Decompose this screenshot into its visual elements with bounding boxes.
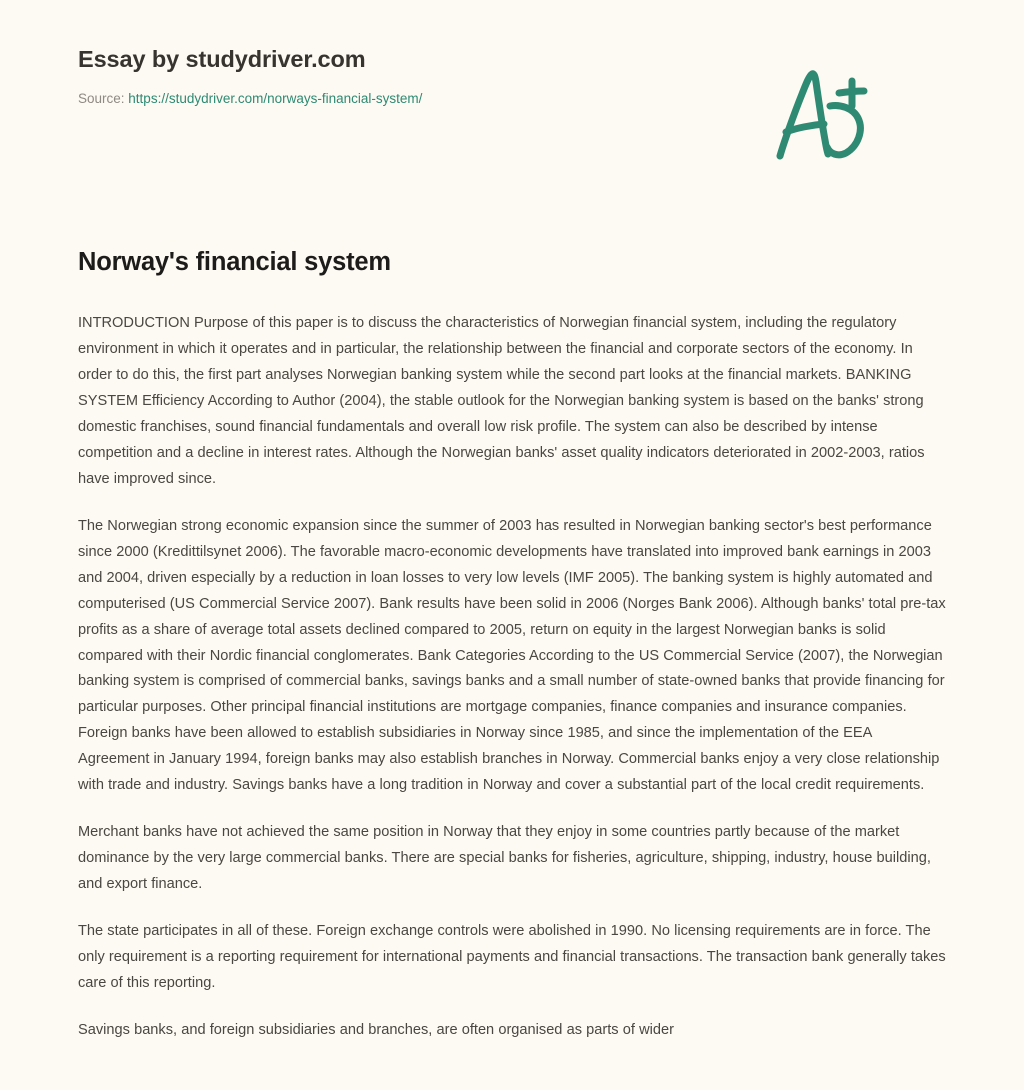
paragraph: The state participates in all of these. Foreign exchange controls were abolished in 1990. No licensing requirements are in force. The only requirement is a reporting requirement for international payments and financial transactions. The transaction bank generally takes care of this reporting. (78, 923, 946, 992)
paragraph: Merchant banks have not achieved the same position in Norway that they enjoy in some countries partly because of the market dominance by the very large commercial banks. There are special banks for fisheries, agriculture, shipping, industry, house building, and export finance. (78, 824, 931, 893)
paragraph: The Norwegian strong economic expansion since the summer of 2003 has resulted in Norwegian banking sector's best performance since 2000 (Kredittilsynet 2006). The favorable macro-economic developments have translated into improved bank earnings in 2003 and 2004, driven especially by a reduction in loan losses to very low levels (IMF 2005). The banking system is highly automated and computerised (US Commercial Service 2007). Bank results have been solid in 2006 (Norges Bank 2006). Although banks' total pre-tax profits as a share of average total assets declined compared to 2005, return on equity in the largest Norwegian banks is solid compared with their Nordic financial conglomerates. Bank Categories According to the US Commercial Service (2007), the Norwegian banking system is comprised of commercial banks, savings banks and a small number of state-owned banks that provide financing for particular purposes. Other principal financial institutions are mortgage companies, finance companies and insurance companies. Foreign banks have been allowed to establish subsidiaries in Norway since 1985, and since the implementation of the EEA Agreement in January 1994, foreign banks may also establish branches in Norway. Commercial banks enjoy a very close relationship with trade and industry. Savings banks have a long tradition in Norway and cover a substantial part of the local credit requirements. (78, 517, 946, 794)
article-body (78, 311, 946, 1044)
page-title: Norway's financial system (78, 248, 391, 276)
page-header (78, 0, 946, 185)
source-label: Source: (78, 91, 125, 107)
paragraph: INTRODUCTION Purpose of this paper is to discuss the characteristics of Norwegian financial system, including the regulatory environment in which it operates and in particular, the relationship between the financial and corporate sectors of the economy. In order to do this, the first part analyses Norwegian banking system while the second part looks at the financial markets. BANKING SYSTEM Efficiency According to Author (2004), the stable outlook for the Norwegian banking system is based on the banks' strong domestic franchises, sound financial fundamentals and overall low risk profile. The system can also be described by intense competition and a decline in interest rates. Although the Norwegian banks' asset quality indicators deteriorated in 2002-2003, ratios have improved since. (78, 314, 925, 487)
brand-title: Essay by studydriver.com (78, 46, 366, 72)
source-url-link[interactable]: https://studydriver.com/norways-financial-system/ (128, 91, 423, 107)
article (78, 247, 946, 1044)
source-line (78, 90, 946, 108)
paragraph: Savings banks, and foreign subsidiaries and branches, are often organised as parts of wider (78, 1022, 674, 1039)
